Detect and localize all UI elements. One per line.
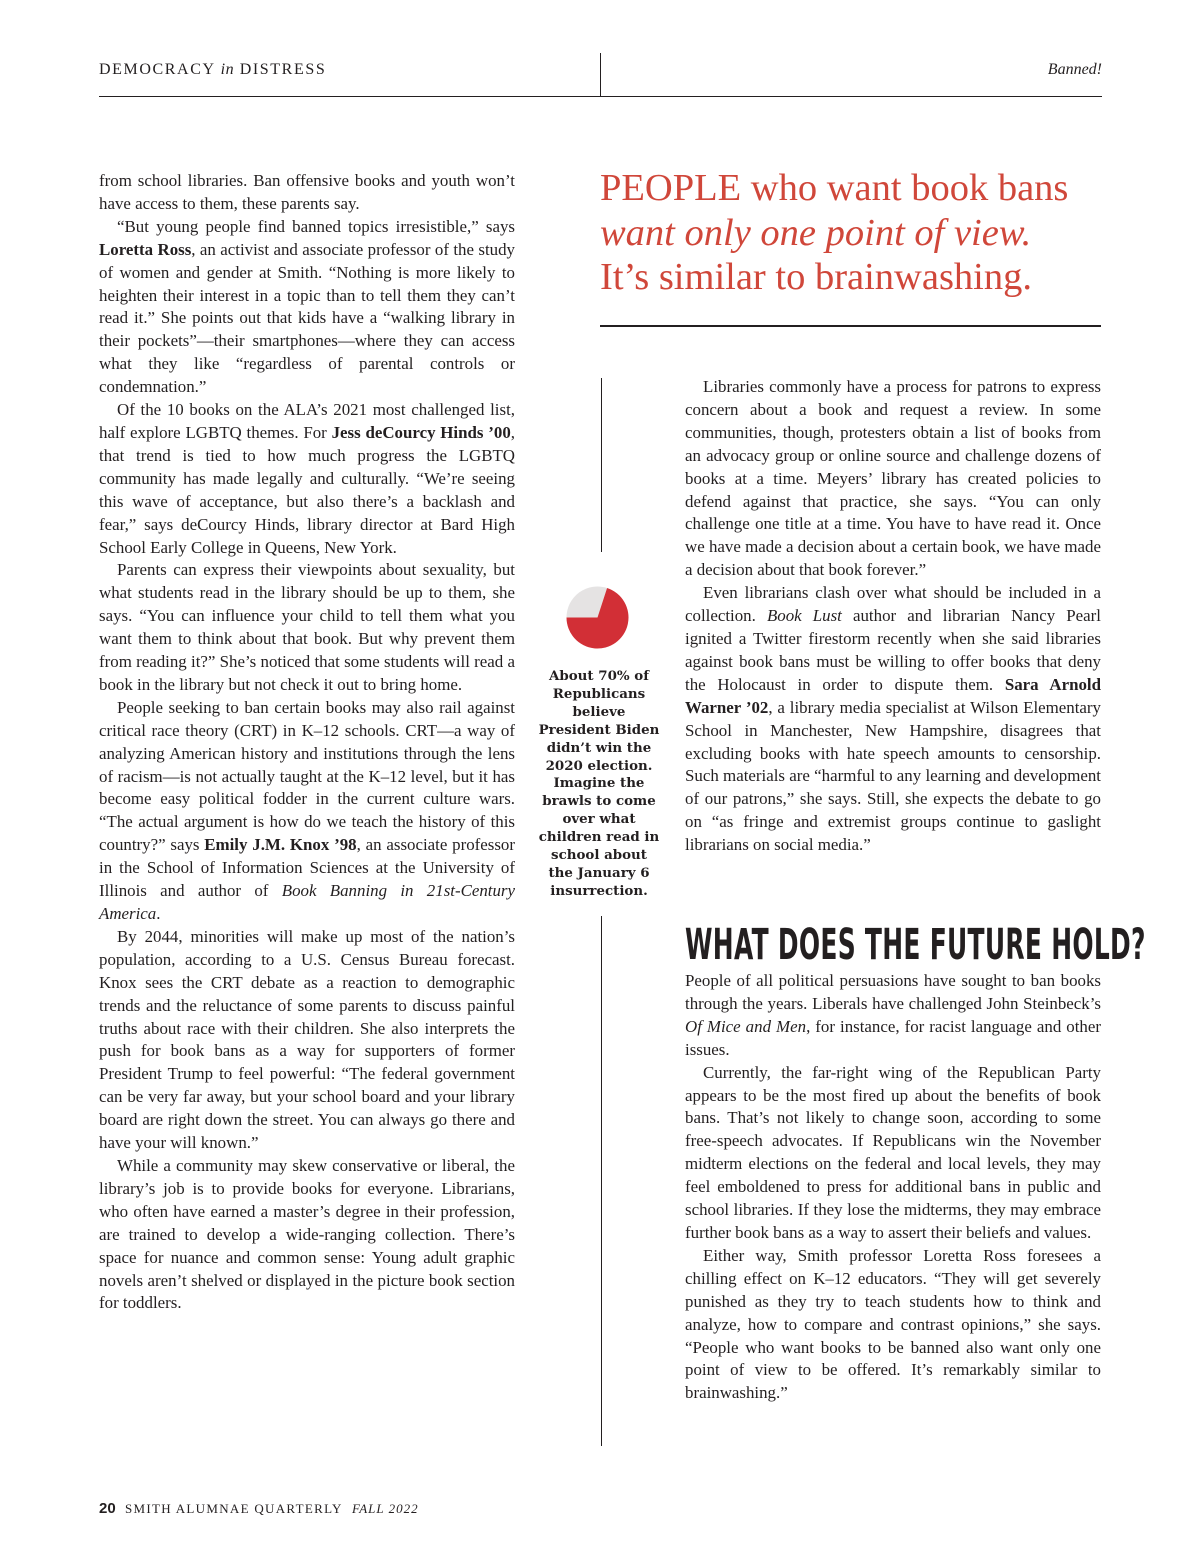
issue-date: FALL 2022	[351, 1501, 419, 1516]
page-number: 20	[99, 1500, 116, 1517]
sidebar-rule-top	[601, 378, 602, 552]
right-paragraph-2: Even librarians clash over what should be included in a collection. Book Lust author and librarian Nancy Pearl ignited a Twitter firestorm recently when she said libraries against book bans must be willing to offer books that deny the Holocaust in order to dispute them. Sara Arnold Warner ’02, a library media specialist at Wilson Elementary School in Manchester, New Hampshire, disagrees that excluding books with hate speech amounts to censorship. Such materials are “harmful to any learning and development of our patrons,” she says. Still, she expects the debate to go on “as fringe and extremist groups continue to gaslight librarians on social media.”	[685, 583, 1101, 855]
sidebar-rule-bottom	[601, 916, 602, 1446]
left-paragraph-2: “But young people find banned topics irresistible,” says Loretta Ross, an activist and associate professor of the study of women and gender at Smith. “Nothing is more likely to heighten their interest in a topic than to tell them they can’t read it.” She points out that kids have a “walking library in their pockets”—their smartphones—where they can access what they like “regardless of parental controls or condemnation.”	[99, 216, 515, 397]
pull-quote	[600, 166, 1110, 300]
left-paragraph-6: By 2044, minorities will make up most of the nation’s population, according to a U.S. Census Bureau forecast. Knox sees the CRT debate as a reaction to demographic trends and the reluctance of some parents to discuss painful truths about race with their children. She also interprets the push for book bans as a way for supporters of former President Trump to feel powerful: “The federal government can be very far away, but your school board and your library board are right down the street. You can always go there and have your will known.”	[99, 926, 515, 1153]
name-jess-hinds: Jess deCourcy Hinds ’00	[331, 422, 511, 442]
header-section-pre: DEMOCRACY	[99, 61, 216, 78]
pull-quote-rule	[600, 325, 1101, 327]
right-column-continued	[685, 970, 1101, 1405]
page-footer	[99, 1500, 419, 1517]
left-column	[99, 170, 515, 1315]
header-divider	[600, 53, 601, 97]
book-title-banning: Book Banning in 21st-Century America	[99, 881, 516, 923]
running-header-story: Banned!	[1047, 61, 1102, 78]
right-paragraph-5: Either way, Smith professor Loretta Ross foresees a chilling effect on K–12 educators. “They will get severely punished as they try to teach students how to think and analyze, how to compare and contrast opinions,” she says. “People who want books to be banned also want only one point of view to be offered. It’s remarkably similar to brainwashing.”	[685, 1245, 1101, 1403]
header-section-mid: in	[220, 61, 235, 78]
pull-quote-line-3: It’s similar to brainwashing.	[600, 256, 1032, 298]
header-rule	[99, 96, 1102, 97]
pull-quote-line-2: want only one point of view.	[600, 211, 1032, 254]
pie-chart	[566, 586, 629, 649]
left-paragraph-3: Of the 10 books on the ALA’s 2021 most challenged list, half explore LGBTQ themes. For Jess deCourcy Hinds ’00, that trend is tied to how much progress the LGBTQ community has made legally and culturally. “We’re seeing this wave of acceptance, but also there’s a backlash and fear,” says deCourcy Hinds, library director at Bard High School Early College in Queens, New York.	[99, 400, 515, 557]
name-emily-knox: Emily J.M. Knox ’98	[204, 835, 357, 855]
left-paragraph-5: People seeking to ban certain books may also rail against critical race theory (CRT) in K–12 schools. CRT—a way of analyzing American history and institutions through the lens of racism—is not actually taught at the K–12 level, but it has become easy political fodder in the current culture wars. “The actual argument is how do we teach the history of this country?” says Emily J.M. Knox ’98, an associate professor in the School of Information Sciences at the University of Illinois and author of Book Banning in 21st-Century America.	[99, 697, 516, 923]
header-section-post: DISTRESS	[239, 61, 327, 78]
right-paragraph-1: Libraries commonly have a process for patrons to express concern about a book and request a review. In some communities, though, protesters obtain a list of books from an advocacy group or online source and challenge dozens of books at a time. Meyers’ library has created policies to defend against that practice, she says. “You can only challenge one title at a time. You have to have read it. Once we have made a decision about a certain book, we have made a decision about that book forever.”	[685, 377, 1101, 580]
running-header-section	[99, 61, 326, 79]
book-title-of-mice-and-men: Of Mice and Men	[685, 1016, 807, 1036]
right-paragraph-4: Currently, the far-right wing of the Republican Party appears to be the most fired up about the benefits of book bans. That’s not likely to change soon, according to some free-speech advocates. If Republicans win the November midterm elections on the federal and local levels, they may feel emboldened to press for additional bans in public and school libraries. If they lose the midterms, they may embrace further book bans as a way to assert their beliefs and values.	[685, 1062, 1101, 1242]
publication-name: SMITH ALUMNAE QUARTERLY	[124, 1501, 343, 1516]
left-paragraph-4: Parents can express their viewpoints about sexuality, but what students read in the library should be up to them, she says. “You can influence your child to tell them what you want them to think about that book. But why prevent them from reading it?” She’s noticed that some students will read a book in the library but not check it out to bring home.	[99, 560, 515, 694]
pie-chart-caption: About 70% of Republicans believe President Biden didn’t win the 2020 election. Imagine the brawls to come over what children read in school about the January 6 insurrection.	[538, 668, 660, 899]
right-column	[685, 376, 1101, 857]
name-sara-warner: Sara Arnold Warner ’02	[685, 674, 1101, 717]
book-title-book-lust: Book Lust	[766, 606, 842, 626]
left-paragraph-1: from school libraries. Ban offensive books and youth won’t have access to them, these parents say.	[99, 171, 515, 213]
left-paragraph-7: While a community may skew conservative or liberal, the library’s job is to provide books for everyone. Librarians, who often have earned a master’s degree in their profession, are trained to develop a wide-ranging collection. There’s space for nuance and common sense: Young adult graphic novels aren’t shelved or displayed in the picture book section for toddlers.	[99, 1155, 515, 1313]
right-paragraph-3: People of all political persuasions have sought to ban books through the years. Liberals have challenged John Steinbeck’s Of Mice and Men, for instance, for racist language and other issues.	[685, 971, 1101, 1059]
pull-quote-line-1: PEOPLE who want book bans	[600, 167, 1069, 209]
name-loretta-ross: Loretta Ross	[99, 239, 192, 259]
section-heading: WHAT DOES THE FUTURE HOLD?	[685, 920, 1146, 970]
